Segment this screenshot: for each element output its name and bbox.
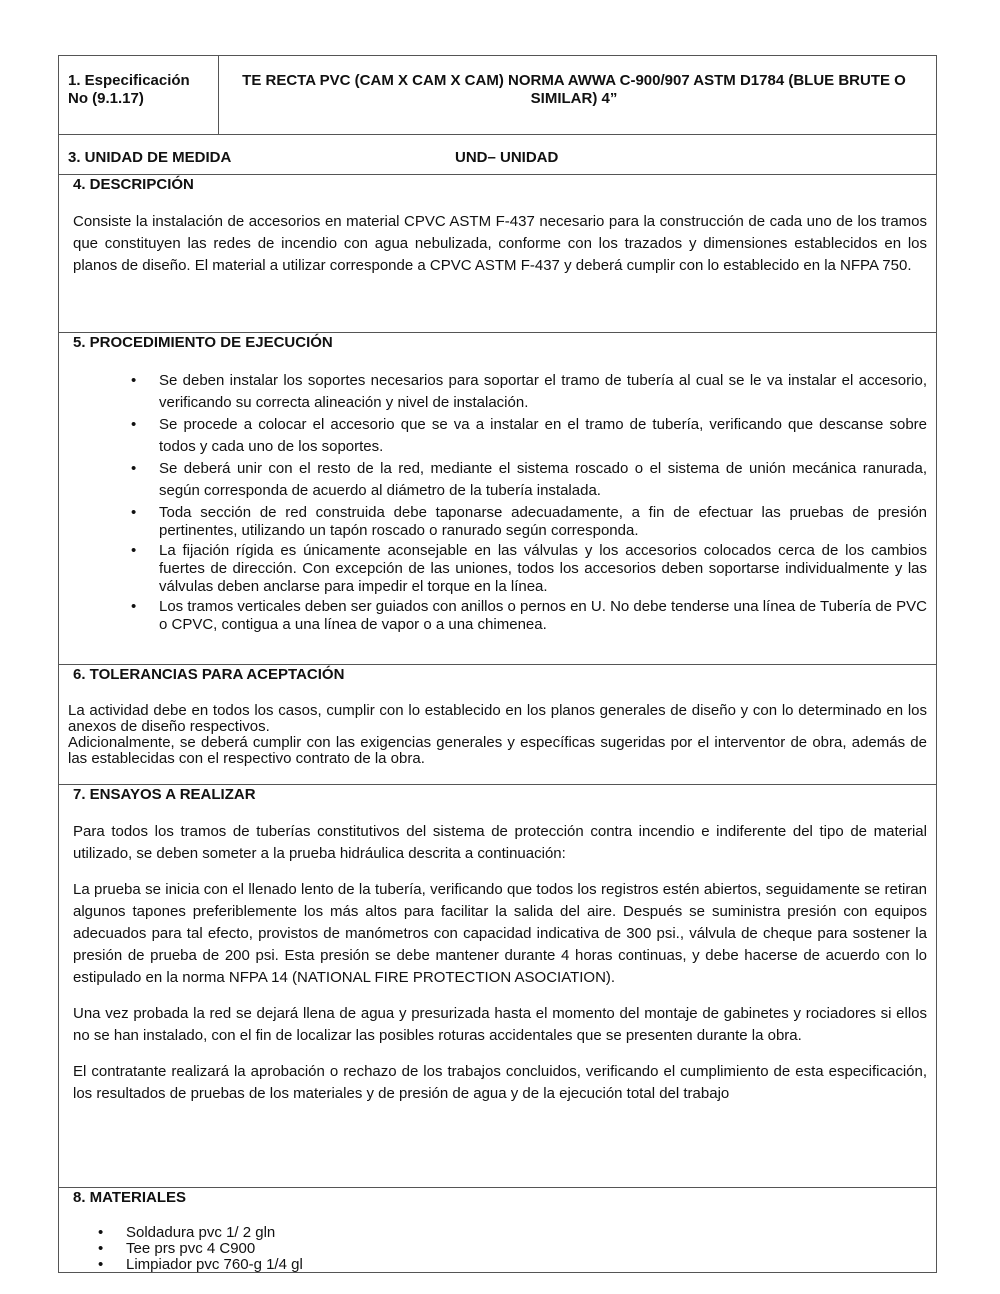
tests-body: [73, 821, 927, 1105]
tolerances-section: [59, 664, 936, 785]
tests-paragraph: El contratante realizará la aprobación o rechazo de los trabajos concluidos, verificando el cumplimiento de esta especificación, los resultados de pruebas de los materiales y de presión de agua y de la ejecución total del trabajo: [73, 1063, 927, 1102]
tests-section: [59, 784, 936, 1188]
spec-title: TE RECTA PVC (CAM X CAM X CAM) NORMA AWWA C-900/907 ASTM D1784 (BLUE BRUTE O SIMILAR) 4”: [242, 72, 906, 107]
description-heading: 4. DESCRIPCIÓN: [73, 176, 194, 193]
materials-section: [59, 1187, 936, 1272]
description-section: [59, 174, 936, 333]
unit-value: UND– UNIDAD: [455, 149, 559, 166]
bullet-icon: •: [131, 460, 137, 477]
list-item: • Se deben instalar los soportes necesarios para soportar el tramo de tubería al cual se le va instalar el accesorio, verificando su correcta alineación y nivel de instalación.: [131, 372, 927, 411]
bullet-icon: •: [98, 1224, 104, 1241]
list-item: • Soldadura pvc 1/ 2 gln: [98, 1224, 276, 1241]
bullet-icon: •: [98, 1256, 104, 1273]
procedure-list: [131, 370, 927, 634]
unit-row: [59, 134, 936, 175]
procedure-heading: 5. PROCEDIMIENTO DE EJECUCIÓN: [73, 334, 333, 351]
spec-number-cell: [59, 56, 219, 134]
list-item: • Se procede a colocar el accesorio que se va a instalar en el tramo de tubería, verificando que descanse sobre todos y cada uno de los soportes.: [131, 416, 927, 455]
list-item: • Los tramos verticales deben ser guiados con anillos o pernos en U. No debe tenderse una línea de Tubería de PVC o CPVC, contigua a una línea de vapor o a una chimenea.: [131, 598, 927, 633]
bullet-icon: •: [131, 372, 137, 389]
tolerances-text: [68, 703, 927, 767]
unit-label: 3. UNIDAD DE MEDIDA: [68, 149, 232, 166]
materials-list: [98, 1224, 927, 1273]
spec-header-row: [59, 56, 936, 134]
bullet-icon: •: [131, 504, 137, 521]
tolerances-heading: 6. TOLERANCIAS PARA ACEPTACIÓN: [73, 666, 345, 683]
list-item: • Limpiador pvc 760-g 1/4 gl: [98, 1256, 303, 1273]
tests-heading: 7. ENSAYOS A REALIZAR: [73, 786, 256, 803]
spec-number-label: 1. Especificación No (9.1.17): [68, 72, 190, 107]
materials-heading: 8. MATERIALES: [73, 1189, 187, 1206]
tolerances-paragraph: Adicionalmente, se deberá cumplir con las exigencias generales y específicas sugeridas por el interventor de obra, además de las establecidas con el respectivo contrato de la obra.: [68, 734, 927, 767]
tolerances-paragraph: La actividad debe en todos los casos, cumplir con lo establecido en los planos generales de diseño y con lo determinado en los anexos de diseño respectivos.: [68, 702, 927, 735]
list-item: • La fijación rígida es únicamente aconsejable en las válvulas y los accesorios colocados cerca de los cambios fuertes de dirección. Con excepción de las uniones, todos los accesorios deben soportarse individualmente y las válvulas deben anclarse para impedir el torque en la línea.: [131, 542, 927, 595]
specification-sheet: [58, 55, 937, 1273]
list-item: • Se deberá unir con el resto de la red, mediante el sistema roscado o el sistema de unión mecánica ranurada, según corresponda de acuerdo al diámetro de la tubería instalada.: [131, 460, 927, 499]
tests-paragraph: La prueba se inicia con el llenado lento de la tubería, verificando que todos los registros estén abiertos, seguidamente se retiran algunos tapones preferiblemente los más altos para facilitar la salida del aire. Después se suministra presión con equipos adecuados para tal efecto, provistos de manómetros con capacidad indicativa de 300 psi., válvula de cheque para sostener la presión de prueba de 200 psi. Esta presión se debe mantener durante 4 horas continuas, y debe hacerse de acuerdo con lo estipulado en la norma NFPA 14 (NATIONAL FIRE PROTECTION ASOCIATION).: [73, 881, 927, 986]
bullet-icon: •: [131, 416, 137, 433]
bullet-icon: •: [98, 1240, 104, 1257]
bullet-icon: •: [131, 542, 137, 559]
list-item: • Toda sección de red construida debe taponarse adecuadamente, a fin de efectuar las pruebas de presión pertinentes, utilizando un tapón roscado o ranurado según corresponda.: [131, 504, 927, 539]
description-text: Consiste la instalación de accesorios en material CPVC ASTM F-437 necesario para la construcción de cada uno de los tramos que constituyen las redes de incendio con agua nebulizada, conforme con los trazados y dimensiones establecidos en los planos de diseño. El material a utilizar corresponde a CPVC ASTM F-437 y deberá cumplir con lo establecido en la NFPA 750.: [73, 213, 927, 274]
list-item: • Tee prs pvc 4 C900: [98, 1240, 256, 1257]
bullet-icon: •: [131, 598, 137, 615]
procedure-section: [59, 332, 936, 665]
tests-paragraph: Para todos los tramos de tuberías constitutivos del sistema de protección contra incendio e indiferente del tipo de material utilizado, se deben someter a la prueba hidráulica descrita a continuación:: [73, 823, 927, 862]
tests-paragraph: Una vez probada la red se dejará llena de agua y presurizada hasta el momento del montaje de gabinetes y rociadores si ellos no se han instalado, con el fin de localizar las posibles roturas accidentales que se presenten durante la obra.: [73, 1005, 927, 1044]
